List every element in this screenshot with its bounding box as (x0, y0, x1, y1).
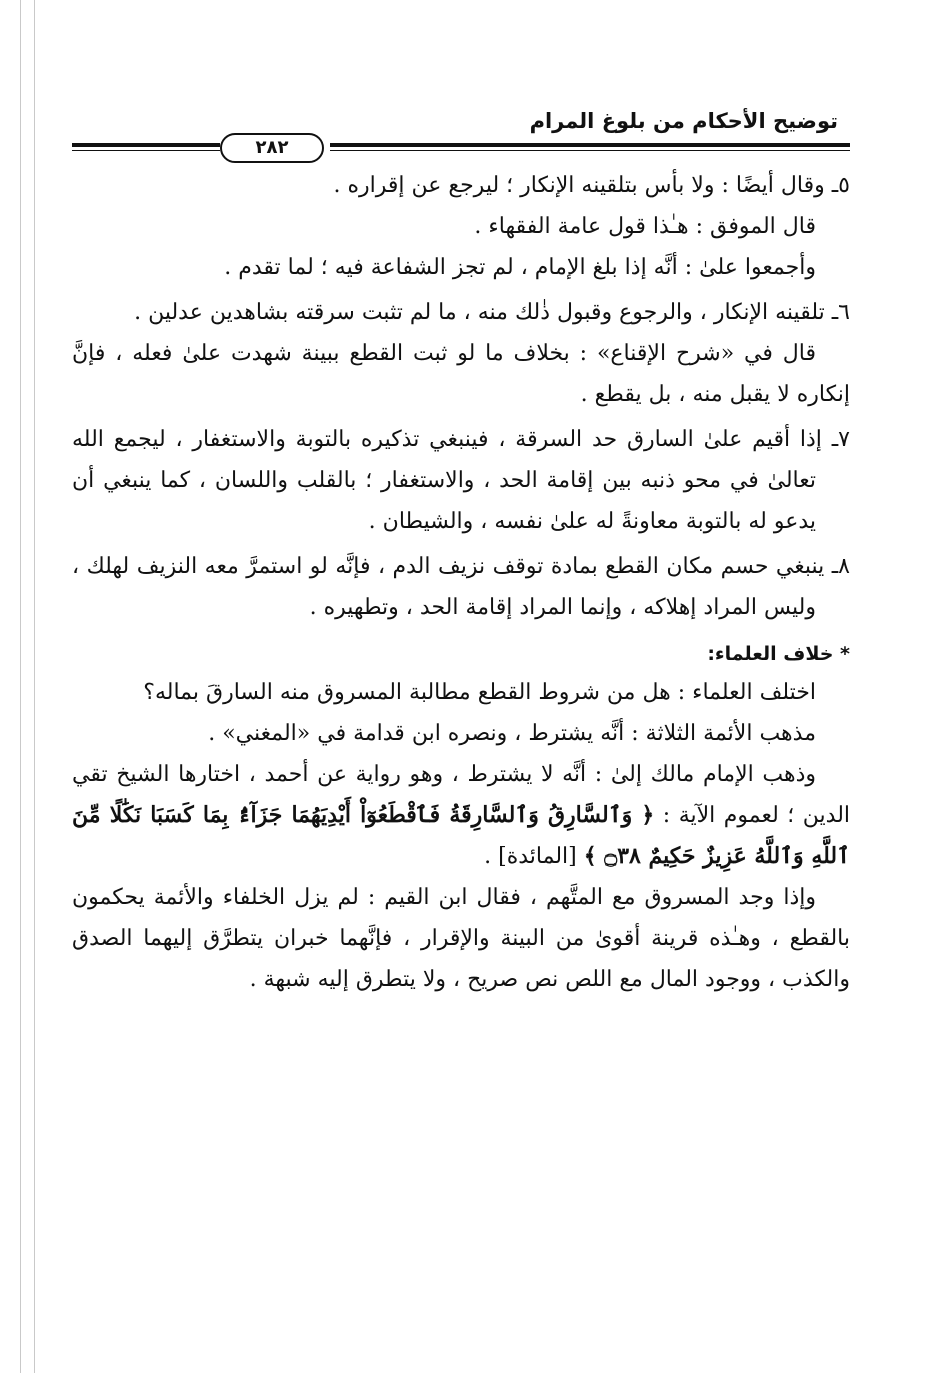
numbered-item: ٧ـ إذا أقيم علىٰ السارق حد السرقة ، فينبغي تذكيره بالتوبة والاستغفار ، ليجمع الله تعالىٰ في محو ذنبه بين إقامة الحد ، والاستغفار ؛ بالقلب واللسان ، كما ينبغي أن يدعو له بالتوبة معاونةً له علىٰ نفسه ، والشيطان . (72, 427, 850, 534)
paragraph: قال الموفق : هـٰذا قول عامة الفقهاء . (474, 214, 816, 239)
paragraph: وأجمعوا علىٰ : أنَّه إذا بلغ الإمام ، لم تجز الشفاعة فيه ؛ لما تقدم . (224, 255, 816, 280)
page-number: ٢٨٢ (220, 133, 324, 163)
verse-citation: [المائدة] . (484, 844, 584, 869)
numbered-item: ٦ـ تلقينه الإنكار ، والرجوع وقبول ذٰلك منه ، ما لم تثبت سرقته بشاهدين عدلين . (134, 300, 850, 325)
paragraph-text: وذهب الإمام مالك إلىٰ : أنَّه لا يشترط ، وهو رواية عن أحمد ، اختارها الشيخ تقي الدين ؛ لعموم الآية : (72, 762, 851, 828)
running-title: توضيح الأحكام من بلوغ المرام (529, 109, 838, 133)
page-header (72, 95, 850, 165)
section-heading: * خلاف العلماء: (707, 643, 850, 665)
numbered-item: ٨ـ ينبغي حسم مكان القطع بمادة توقف نزيف الدم ، فإنَّه لو استمرَّ معه النزيف لهلك ، وليس المراد إهلاكه ، وإنما المراد إقامة الحد ، وتطهيره . (72, 554, 850, 620)
binding-line (20, 0, 21, 1373)
paragraph: قال في «شرح الإقناع» : بخلاف ما لو ثبت القطع ببينة شهدت علىٰ فعله ، فإنَّ إنكاره لا يقبل منه ، بل يقطع . (72, 341, 850, 407)
paragraph: وإذا وجد المسروق مع المتَّهم ، فقال ابن القيم : لم يزل الخلفاء والأئمة يحكمون بالقطع ، وهـٰذه قرينة أقوىٰ من البينة والإقرار ، فإنَّهما خبران يتطرَّق إليهما الصدق والكذب ، ووجود المال مع اللص نص صريح ، ولا يتطرق إليه شبهة . (72, 885, 850, 992)
binding-line (34, 0, 35, 1373)
paragraph: اختلف العلماء : هل من شروط القطع مطالبة المسروق منه السارقَ بماله؟ (143, 680, 816, 705)
page-body (72, 165, 850, 1000)
paragraph-with-verse (72, 754, 850, 877)
book-page (72, 95, 850, 1000)
numbered-item: ٥ـ وقال أيضًا : ولا بأس بتلقينه الإنكار ؛ ليرجع عن إقراره . (333, 173, 850, 198)
paragraph: مذهب الأئمة الثلاثة : أنَّه يشترط ، ونصره ابن قدامة في «المغني» . (208, 721, 816, 746)
quran-verse: ﴿ وَٱلسَّارِقُ وَٱلسَّارِقَةُ فَٱقْطَعُوٓاْ أَيْدِيَهُمَا جَزَآءًۢ بِمَا كَسَبَا نَكَٰلًا مِّنَ ٱللَّهِ وَٱللَّهُ عَزِيزٌ حَكِيمٌ ۝٣٨ ﴾ (72, 802, 850, 869)
header-rule (72, 137, 850, 158)
